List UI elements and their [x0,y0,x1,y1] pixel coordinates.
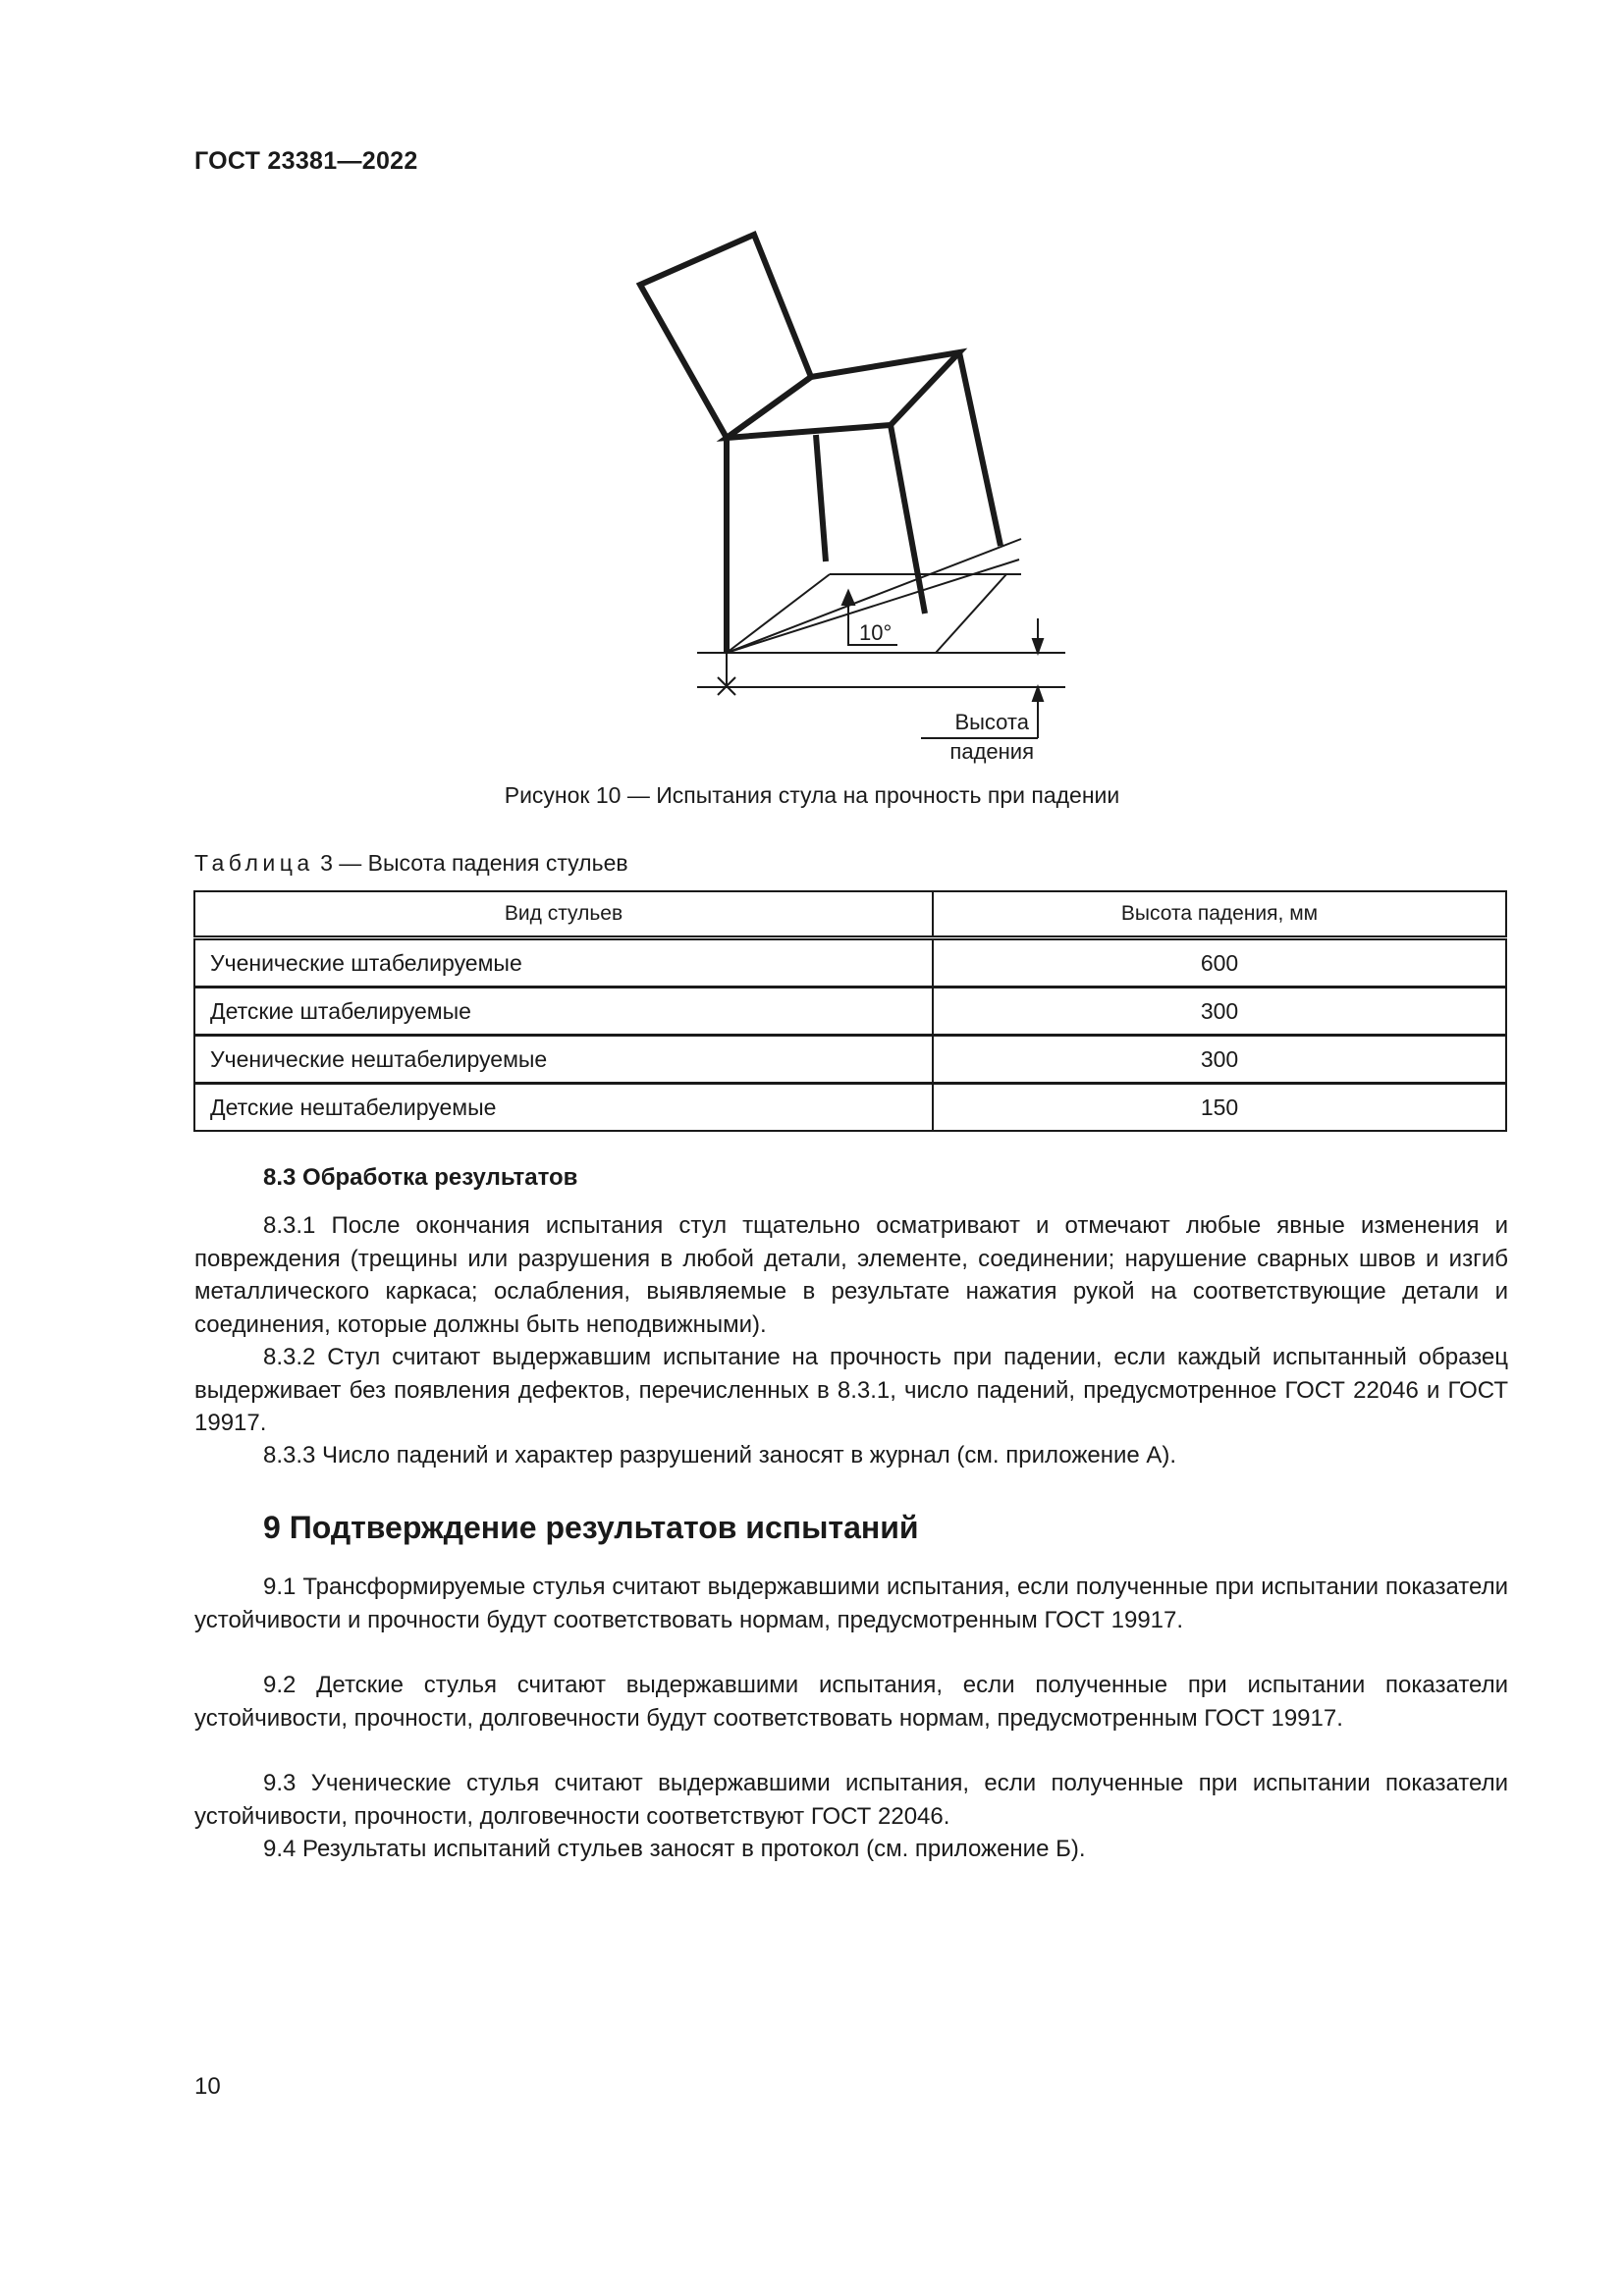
table-title-text: 3 — Высота падения стульев [320,850,628,876]
paragraph-9-1: 9.1 Трансформируемые стулья считают выдержавшими испытания, если полученные при испытании показатели устойчивости и прочности будут соответствовать нормам, предусмотренным ГОСТ 19917. [194,1574,1508,1633]
table-row [194,1084,1506,1132]
table-cell-type: Детские нештабелируемые [194,1084,933,1132]
chair-drop-test-figure [628,221,1080,771]
table-header-row [194,891,1506,938]
chair-leg-front-right [891,425,925,614]
paragraph-8-3-2: 8.3.2 Стул считают выдержавшим испытание на прочность при падении, если каждый испытанный образец выдерживает без появления дефектов, перечисленных в 8.3.1, число падений, предусмотренное ГОСТ 22046 и ГОСТ 19917. [194,1344,1508,1436]
drop-height-table [193,890,1507,1132]
table-cell-height: 300 [933,988,1506,1036]
chair-leg-back-right [959,352,1001,546]
document-header: ГОСТ 23381—2022 [194,147,418,175]
paragraph-9-3: 9.3 Ученические стулья считают выдержавшими испытания, если полученные при испытании показатели устойчивости, прочности, долговечности соответствуют ГОСТ 22046. [194,1770,1508,1830]
table-cell-type: Ученические нештабелируемые [194,1036,933,1084]
chair-drawing [640,235,1001,653]
paragraph-8-3-3: 8.3.3 Число падений и характер разрушений заносят в журнал (см. приложение А). [263,1442,1177,1468]
projection-line [936,574,1006,653]
section-8-3-heading: 8.3 Обработка результатов [263,1164,578,1191]
chair-backrest [640,235,811,438]
figure-caption: Рисунок 10 — Испытания стула на прочность при падении [504,782,1120,808]
angle-arrow-head [842,591,854,605]
table-cell-type: Детские штабелируемые [194,988,933,1036]
height-dim-arrow-top [1033,639,1043,653]
reference-line [727,574,830,653]
table-row [194,988,1506,1036]
table-cell-height: 300 [933,1036,1506,1084]
table-row [194,938,1506,988]
chair-leg-back-left [816,435,826,561]
height-label-line1: Высота [954,710,1029,734]
table-cell-type: Ученические штабелируемые [194,938,933,988]
chair-seat [727,352,959,438]
angle-label: 10° [859,620,893,645]
table-title-prefix: Таблица [194,850,314,876]
table-header-cell: Вид стульев [194,891,933,938]
section-9-heading: 9 Подтверждение результатов испытаний [263,1510,919,1545]
page-number: 10 [194,2073,221,2100]
table-header-cell: Высота падения, мм [933,891,1506,938]
height-label-line2: падения [949,739,1034,764]
table-row [194,1036,1506,1084]
paragraph-8-3-1: 8.3.1 После окончания испытания стул тщательно осматривают и отмечают любые явные изменения и повреждения (трещины или разрушения в любой детали, элементе, соединении; нарушение сварных швов и изгиб металлического каркаса; ослабления, выявляемые в результате нажатия рукой на соответствующие детали и соединения, которые должны быть неподвижными). [194,1212,1508,1338]
table-cell-height: 600 [933,938,1506,988]
paragraph-9-4: 9.4 Результаты испытаний стульев заносят в протокол (см. приложение Б). [263,1836,1086,1862]
table-title [194,850,628,877]
paragraph-9-2: 9.2 Детские стулья считают выдержавшими испытания, если полученные при испытании показатели устойчивости, прочности, долговечности будут соответствовать нормам, предусмотренным ГОСТ 19917. [194,1672,1508,1732]
table-cell-height: 150 [933,1084,1506,1132]
height-dim-arrow-bottom [1033,687,1043,701]
